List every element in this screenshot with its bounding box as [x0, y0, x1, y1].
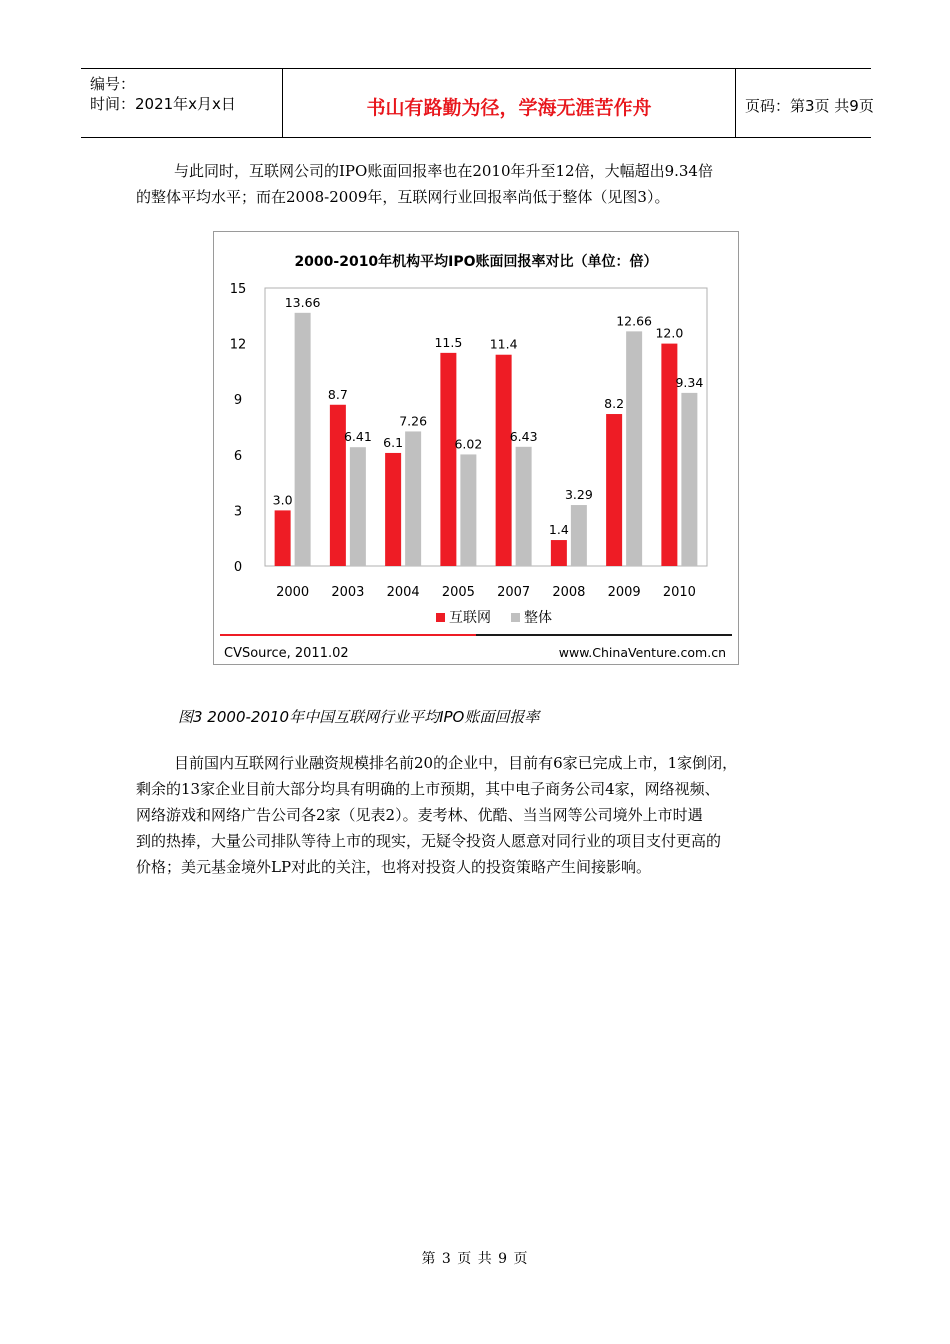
x-tick-label: 2009 — [607, 585, 641, 600]
bar-internet — [275, 510, 291, 566]
header-page-cell — [735, 69, 874, 137]
document-date-label: 时间：2021年x月x日 — [90, 95, 236, 113]
legend-label-internet: 互联网 — [449, 610, 491, 626]
bar-value-label: 8.2 — [604, 396, 625, 412]
y-tick-label: 12 — [229, 337, 247, 353]
paragraph-line: 剩余的13家企业目前大部分均具有明确的上市预期，其中电子商务公司4家，网络视频、 — [136, 780, 720, 798]
x-tick-label: 2007 — [497, 585, 531, 600]
bar-value-label: 6.1 — [383, 434, 404, 450]
paragraph-intro — [136, 158, 816, 210]
document-number-label: 编号： — [90, 75, 136, 93]
x-tick-label: 2004 — [386, 585, 420, 600]
bar-value-label: 13.66 — [284, 294, 321, 310]
bar-value-label: 9.34 — [675, 374, 704, 390]
bar-internet — [606, 414, 622, 566]
bar-overall — [626, 331, 642, 566]
y-tick-label: 15 — [229, 282, 247, 297]
y-tick-label: 3 — [233, 504, 243, 520]
bar-value-label: 6.02 — [454, 436, 483, 452]
bar-overall — [350, 447, 366, 566]
figure-caption: 图3 2000-2010年中国互联网行业平均IPO账面回报率 — [178, 708, 540, 726]
paragraph-line: 与此同时，互联网公司的IPO账面回报率也在2010年升至12倍，大幅超出9.34倍 — [174, 162, 713, 180]
x-tick-label: 2008 — [552, 585, 586, 600]
bar-overall — [571, 505, 587, 566]
header-page-label: 页码：第3页 共9页 — [745, 97, 874, 115]
bar-value-label: 1.4 — [548, 522, 569, 538]
y-tick-label: 0 — [233, 560, 243, 575]
bar-value-label: 12.66 — [616, 313, 653, 329]
y-tick-label: 6 — [233, 448, 243, 464]
bar-internet — [551, 540, 567, 566]
bar-internet — [496, 355, 512, 566]
paragraph-line: 目前国内互联网行业融资规模排名前20的企业中，目前有6家已完成上市，1家倒闭， — [174, 754, 738, 772]
legend-swatch-internet — [436, 613, 445, 622]
x-tick-label: 2003 — [331, 585, 365, 600]
paragraph-line: 网络游戏和网络广告公司各2家（见表2）。麦考林、优酷、当当网等公司境外上市时遇 — [136, 806, 703, 824]
ipo-return-chart — [213, 231, 739, 665]
bar-value-label: 6.41 — [343, 429, 372, 445]
page-footer: 第 3 页 共 9 页 — [421, 1251, 529, 1267]
chart-canvas — [214, 232, 738, 664]
legend-label-overall: 整体 — [524, 610, 552, 626]
chart-source-right: www.ChinaVenture.com.cn — [558, 645, 726, 660]
x-tick-label: 2005 — [441, 585, 475, 600]
bar-value-label: 8.7 — [327, 386, 348, 402]
bar-overall — [516, 447, 532, 566]
paragraph-line: 的整体平均水平；而在2008-2009年，互联网行业回报率尚低于整体（见图3）。 — [136, 188, 670, 206]
bar-value-label: 11.4 — [489, 336, 518, 352]
bar-overall — [405, 431, 421, 566]
paragraph-line: 到的热捧，大量公司排队等待上市的现实，无疑令投资人愿意对同行业的项目支付更高的 — [136, 832, 722, 850]
paragraph-body — [136, 750, 816, 880]
bar-internet — [440, 353, 456, 566]
bar-value-label: 3.29 — [564, 487, 593, 503]
bar-value-label: 3.0 — [272, 492, 293, 508]
bar-value-label: 11.5 — [434, 334, 463, 350]
bar-value-label: 7.26 — [399, 413, 428, 429]
legend-swatch-overall — [511, 613, 520, 622]
bar-internet — [385, 453, 401, 566]
y-tick-label: 9 — [233, 393, 243, 409]
page-header — [81, 68, 874, 138]
bar-value-label: 6.43 — [509, 428, 538, 444]
header-meta-cell — [81, 69, 282, 137]
bar-value-label: 12.0 — [655, 325, 684, 341]
bar-overall — [681, 393, 697, 566]
header-motto-cell — [282, 69, 736, 137]
chart-title: 2000-2010年机构平均IPO账面回报率对比（单位：倍） — [294, 254, 658, 270]
x-tick-label: 2010 — [662, 585, 696, 600]
paragraph-line: 价格；美元基金境外LP对此的关注，也将对投资人的投资策略产生间接影响。 — [136, 858, 652, 876]
header-motto: 书山有路勤为径，学海无涯苦作舟 — [366, 97, 652, 119]
chart-source-left: CVSource, 2011.02 — [224, 646, 349, 661]
bar-overall — [460, 454, 476, 566]
bar-overall — [295, 313, 311, 566]
x-tick-label: 2000 — [276, 585, 310, 600]
